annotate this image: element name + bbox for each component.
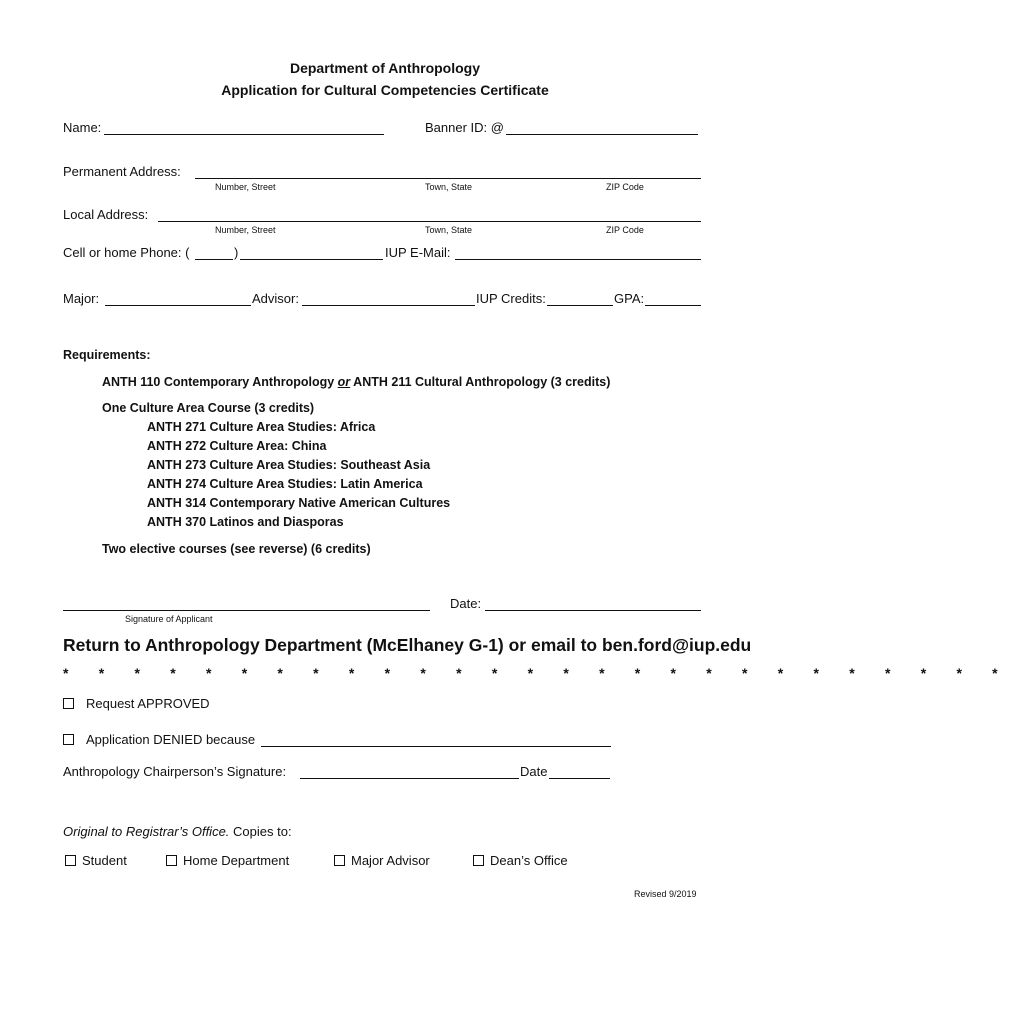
copy-option-home-department (166, 853, 289, 868)
department-title: Department of Anthropology (289, 60, 481, 76)
applicant-signature-field[interactable] (63, 596, 430, 611)
course-item: ANTH 370 Latinos and Diasporas (147, 515, 344, 529)
copy-option-label: Home Department (183, 853, 290, 868)
denied-label: Application DENIED because (86, 732, 256, 747)
phone-area-field[interactable] (195, 245, 233, 260)
copy-option-student (65, 853, 127, 868)
chair-signature-label: Anthropology Chairperson’s Signature: (63, 764, 287, 779)
perm-zip-caption: ZIP Code (606, 182, 644, 192)
major-advisor-checkbox[interactable] (334, 855, 345, 866)
local-address-label: Local Address: (63, 207, 149, 222)
course-item: ANTH 274 Culture Area Studies: Latin America (147, 477, 423, 491)
phone-label: Cell or home Phone: ( (63, 245, 190, 260)
permanent-address-field[interactable] (195, 164, 701, 179)
signature-date-field[interactable] (485, 596, 701, 611)
course-item: ANTH 271 Culture Area Studies: Africa (147, 420, 376, 434)
major-label: Major: (63, 291, 100, 306)
form-title: Application for Cultural Competencies Certificate (221, 82, 549, 98)
copy-option-deans-office (473, 853, 568, 868)
permanent-address-label: Permanent Address: (63, 164, 181, 179)
course-item: ANTH 314 Contemporary Native American Cultures (147, 496, 451, 510)
gpa-field[interactable] (645, 291, 701, 306)
major-field[interactable] (105, 291, 251, 306)
core-or: or (337, 375, 351, 389)
approved-label: Request APPROVED (86, 696, 210, 711)
electives-requirement: Two elective courses (see reverse) (6 credits) (102, 542, 371, 556)
chair-signature-field[interactable] (300, 764, 519, 779)
copies-intro-rest: Copies to: (229, 824, 292, 839)
banner-id-field[interactable] (506, 120, 698, 135)
copy-option-label: Major Advisor (351, 853, 430, 868)
chair-date-field[interactable] (549, 764, 610, 779)
home-department-checkbox[interactable] (166, 855, 177, 866)
local-address-field[interactable] (158, 207, 701, 222)
advisor-label: Advisor: (252, 291, 299, 306)
email-field[interactable] (455, 245, 701, 260)
revision-note: Revised 9/2019 (634, 889, 697, 899)
phone-paren: ) (234, 245, 239, 260)
local-street-caption: Number, Street (215, 225, 276, 235)
perm-street-caption: Number, Street (215, 182, 276, 192)
gpa-label: GPA: (614, 291, 645, 306)
core-option-a: ANTH 110 Contemporary Anthropology (102, 375, 338, 389)
copy-option-label: Student (82, 853, 127, 868)
denied-checkbox[interactable] (63, 734, 74, 745)
chair-date-label: Date (520, 764, 548, 779)
core-requirement (102, 375, 610, 389)
copies-intro (63, 824, 292, 839)
student-checkbox[interactable] (65, 855, 76, 866)
requirements-heading: Requirements: (63, 348, 151, 362)
copy-option-label: Dean’s Office (490, 853, 568, 868)
signature-date-label: Date: (450, 596, 482, 611)
section-divider-stars: * * * * * * * * * * * * * * * * * * * * * * * * * * * (63, 665, 1011, 681)
credits-field[interactable] (547, 291, 613, 306)
core-option-b: ANTH 211 Cultural Anthropology (3 credits) (350, 375, 611, 389)
return-instructions: Return to Anthropology Department (McElhaney G-1) or email to ben.ford@iup.edu (63, 635, 752, 655)
banner-id-label: Banner ID: @ (425, 120, 504, 135)
deans-office-checkbox[interactable] (473, 855, 484, 866)
copies-intro-italic: Original to Registrar’s Office. (63, 824, 230, 839)
course-item: ANTH 272 Culture Area: China (147, 439, 327, 453)
approved-checkbox[interactable] (63, 698, 74, 709)
email-label: IUP E-Mail: (385, 245, 451, 260)
signature-caption: Signature of Applicant (125, 614, 213, 624)
local-zip-caption: ZIP Code (606, 225, 644, 235)
phone-number-field[interactable] (240, 245, 383, 260)
credits-label: IUP Credits: (476, 291, 546, 306)
perm-town-caption: Town, State (425, 182, 473, 192)
local-town-caption: Town, State (425, 225, 473, 235)
approved-row (63, 696, 210, 711)
course-item: ANTH 273 Culture Area Studies: Southeast Asia (147, 458, 431, 472)
name-label: Name: (63, 120, 102, 135)
advisor-field[interactable] (302, 291, 475, 306)
denied-reason-field[interactable] (261, 732, 611, 747)
culture-area-heading: One Culture Area Course (3 credits) (102, 401, 315, 415)
denied-row (63, 732, 255, 747)
copy-option-major-advisor (334, 853, 430, 868)
name-field[interactable] (104, 120, 384, 135)
